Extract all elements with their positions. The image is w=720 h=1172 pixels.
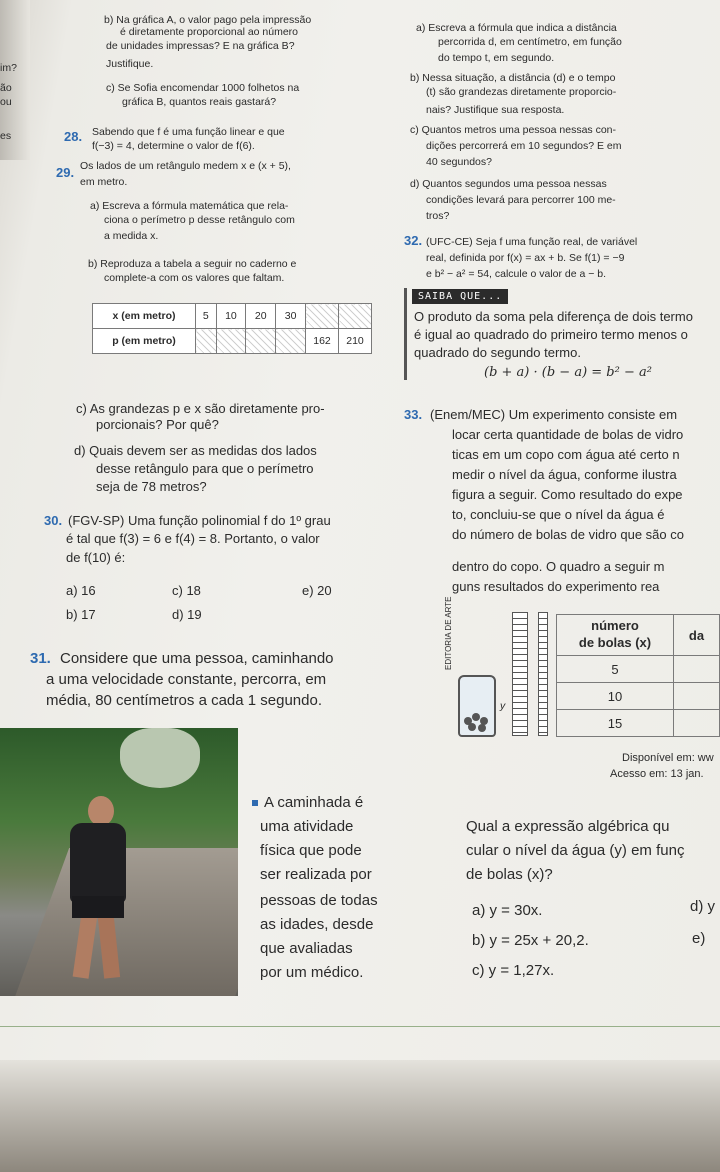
table-cell-blank [339, 304, 372, 329]
q30-option-b: b) 17 [66, 607, 96, 622]
table-cell-blank [196, 329, 217, 354]
q29b-line: complete-a com os valores que faltam. [104, 272, 285, 284]
q31-number: 31. [30, 650, 51, 667]
q31-line: média, 80 centímetros a cada 1 segundo. [46, 692, 323, 709]
photo-caption-line: as idades, desde [260, 916, 374, 933]
q30-option-a: a) 16 [66, 583, 96, 598]
table-cell: 5 [196, 304, 217, 329]
q33-line: locar certa quantidade de bolas de vidro [452, 427, 684, 442]
table-cell: 20 [246, 304, 276, 329]
table-row-label: x (em metro) [93, 304, 196, 329]
exp-table-cell: 10 [557, 683, 674, 710]
q31a-line: do tempo t, em segundo. [438, 52, 555, 64]
q33-line: do número de bolas de vidro que são co [452, 527, 684, 542]
table-cell: 162 [306, 329, 339, 354]
exp-table-cell: 5 [557, 656, 674, 683]
q27b-line: Justifique. [106, 58, 154, 70]
glass-marble [472, 713, 480, 721]
q27b-line: b) Na gráfica A, o valor pago pela impressão [104, 14, 312, 26]
glass-marble [478, 724, 486, 732]
q29d-line: d) Quais devem ser as medidas dos lados [74, 443, 317, 458]
q29c-line: c) As grandezas p e x são diretamente pro- [76, 401, 325, 416]
q29d-line: desse retângulo para que o perímetro [96, 461, 314, 476]
table-cell-blank [246, 329, 276, 354]
photo-caption-line: A caminhada é [252, 794, 363, 811]
photo-caption-line: ser realizada por [260, 866, 372, 883]
q29-line: em metro. [80, 176, 128, 188]
photo-walker-shorts [72, 896, 124, 918]
glass-marble [468, 723, 476, 731]
page-shadow [0, 1060, 720, 1172]
measuring-ruler [512, 612, 528, 736]
q28-line: Sabendo que f é uma função linear e que [92, 126, 285, 138]
table-cell-blank [276, 329, 306, 354]
experiment-table [556, 614, 720, 737]
table-cell: 10 [216, 304, 246, 329]
q33-question-line: de bolas (x)? [466, 866, 553, 883]
saiba-line: O produto da soma pela diferença de dois termo [414, 309, 693, 324]
q27b-line: é diretamente proporcional ao número [120, 26, 299, 38]
q33-question-line: cular o nível da água (y) em funç [466, 842, 685, 859]
q33-option-a: a) y = 30x. [472, 902, 543, 919]
page-divider [0, 1026, 720, 1027]
q29a-line: a) Escreva a fórmula matemática que rela- [90, 200, 289, 212]
q33-line: guns resultados do experimento rea [452, 579, 660, 594]
q30-number: 30. [44, 513, 63, 528]
q33-line: dentro do copo. O quadro a seguir m [452, 559, 665, 574]
photo-walker-head [88, 796, 114, 826]
photo-caption-line: uma atividade [260, 818, 354, 835]
q29b-line: b) Reproduza a tabela a seguir no caderno e [88, 258, 297, 270]
q31c-line: dições percorrerá em 10 segundos? E em [426, 140, 622, 152]
exp-table-cell: 15 [557, 710, 674, 737]
q29a-line: ciona o perímetro p desse retângulo com [104, 214, 295, 226]
q31d-line: d) Quantos segundos uma pessoa nessas [410, 178, 607, 190]
q29-line: Os lados de um retângulo medem x e (x + 5), [80, 160, 291, 172]
table-cell: 210 [339, 329, 372, 354]
exp-table-cell-blank [674, 710, 720, 737]
q31-line: a uma velocidade constante, percorra, em [46, 671, 327, 688]
table-cell: 30 [276, 304, 306, 329]
exp-table-header: número de bolas (x) [557, 615, 674, 656]
q29c-line: porcionais? Por quê? [96, 417, 219, 432]
q33-line: to, concluiu-se que o nível da água é [452, 507, 665, 522]
q33-line: ticas em um copo com água até certo n [452, 447, 680, 462]
margin-fragment: im? [0, 62, 17, 74]
q29-number: 29. [56, 165, 75, 180]
q32-line: real, definida por f(x) = ax + b. Se f(1) = −9 [426, 252, 625, 264]
q31b-line: nais? Justifique sua resposta. [426, 104, 565, 116]
art-credit: EDITORIA DE ARTE [444, 596, 453, 670]
q31a-line: percorrida d, em centímetro, em função [438, 36, 622, 48]
photo-caption-line: por um médico. [260, 964, 364, 981]
photo-walker-body [70, 823, 126, 903]
measuring-ruler [538, 612, 548, 736]
margin-fragment: ou [0, 96, 12, 108]
q27c-line: c) Se Sofia encomendar 1000 folhetos na [106, 82, 300, 94]
perimeter-table [92, 303, 372, 354]
photo-caption-line: física que pode [260, 842, 362, 859]
exp-table-header-2: da [674, 615, 720, 656]
saiba-line: quadrado do segundo termo. [414, 345, 581, 360]
q27b-line: de unidades impressas? E na gráfica B? [106, 40, 295, 52]
caption-bullet-icon [252, 800, 258, 806]
q31d-line: condições levará para percorrer 100 me- [426, 194, 616, 206]
q33-question-line: Qual a expressão algébrica qu [466, 818, 670, 835]
q33-number: 33. [404, 407, 423, 422]
water-glass-figure [458, 675, 496, 737]
q31b-line: (t) são grandezas diretamente proporcio- [426, 86, 617, 98]
q33-line: (Enem/MEC) Um experimento consiste em [430, 407, 678, 422]
q30-line: de f(10) é: [66, 550, 126, 565]
q28-number: 28. [64, 129, 83, 144]
table-cell-blank [216, 329, 246, 354]
photo-sky [120, 728, 200, 788]
q32-line: (UFC-CE) Seja f uma função real, de variável [426, 236, 638, 248]
saiba-que-tag: SAIBA QUE... [412, 289, 508, 304]
q33-line: medir o nível da água, conforme ilustra [452, 467, 677, 482]
source-line: Disponível em: ww [622, 752, 714, 764]
q33-option-e: e) [692, 930, 706, 947]
photo-caption-line: que avaliadas [260, 940, 353, 957]
q33-option-b: b) y = 25x + 20,2. [472, 932, 589, 949]
q32-line: e b² − a² = 54, calcule o valor de a − b. [426, 268, 607, 280]
margin-fragment: es [0, 130, 12, 142]
saiba-formula: (b + a) · (b − a) = b² − a² [484, 365, 652, 380]
q28-line: f(−3) = 4, determine o valor de f(6). [92, 140, 255, 152]
q30-option-d: d) 19 [172, 607, 202, 622]
q31a-line: a) Escreva a fórmula que indica a distância [416, 22, 617, 34]
q32-number: 32. [404, 233, 423, 248]
exp-table-cell-blank [674, 683, 720, 710]
q31c-line: 40 segundos? [426, 156, 492, 168]
q33-option-d: d) y [690, 898, 716, 915]
table-cell-blank [306, 304, 339, 329]
q30-line: é tal que f(3) = 6 e f(4) = 8. Portanto, o valor [66, 531, 320, 546]
margin-fragment: ão [0, 82, 12, 94]
q30-line: (FGV-SP) Uma função polinomial f do 1º grau [68, 513, 331, 528]
source-line: Acesso em: 13 jan. [610, 768, 704, 780]
q29d-line: seja de 78 metros? [96, 479, 207, 494]
photo-caption-line: pessoas de todas [260, 892, 378, 909]
exp-table-cell-blank [674, 656, 720, 683]
q30-option-e: e) 20 [302, 583, 332, 598]
q27c-line: gráfica B, quantos reais gastará? [122, 96, 277, 108]
saiba-line: é igual ao quadrado do primeiro termo menos o [414, 327, 688, 342]
q31-line: Considere que uma pessoa, caminhando [60, 650, 334, 667]
q31c-line: c) Quantos metros uma pessoa nessas con- [410, 124, 617, 136]
q30-option-c: c) 18 [172, 583, 201, 598]
q31d-line: tros? [426, 210, 450, 222]
walking-photo [0, 728, 238, 996]
water-level-label: y [500, 700, 506, 712]
table-row-label: p (em metro) [93, 329, 196, 354]
q33-option-c: c) y = 1,27x. [472, 962, 555, 979]
q33-line: figura a seguir. Como resultado do expe [452, 487, 683, 502]
q31b-line: b) Nessa situação, a distância (d) e o tempo [410, 72, 616, 84]
q29a-line: a medida x. [104, 230, 159, 242]
